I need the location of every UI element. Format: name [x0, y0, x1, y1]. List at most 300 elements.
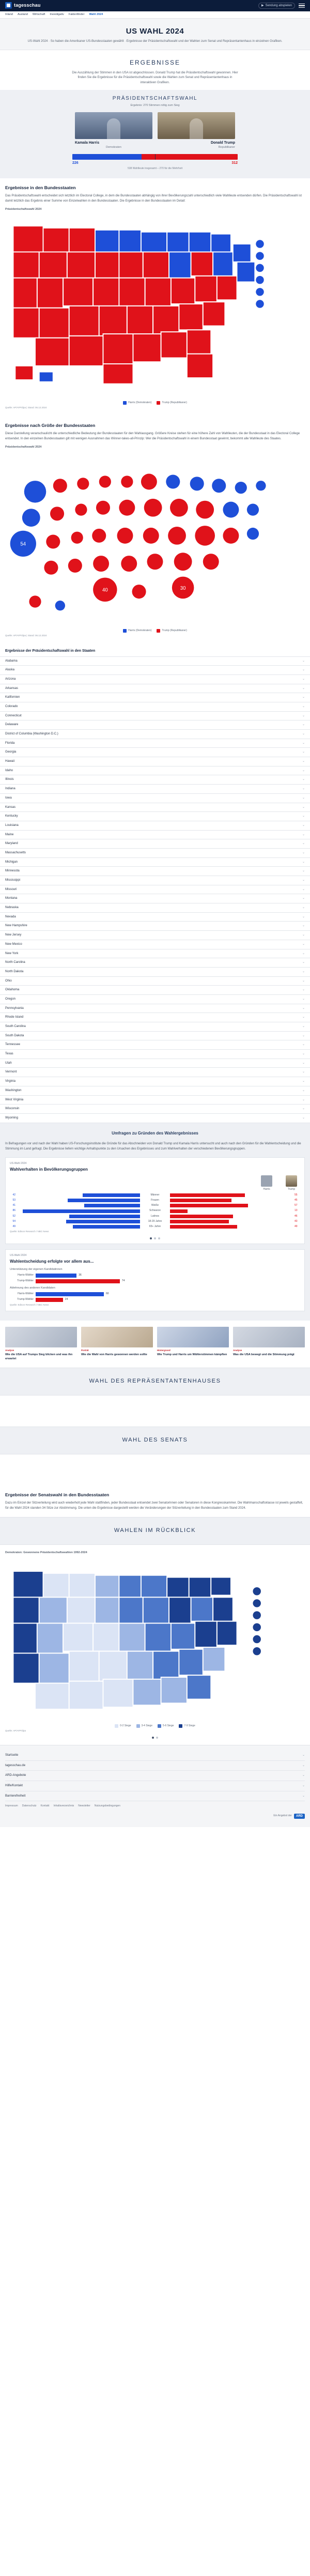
presidential-subtitle: Ergebnis: 270 Stimmen nötig zum Sieg	[130, 104, 180, 108]
survey-group-row	[10, 1209, 300, 1213]
state-name: Connecticut	[5, 714, 22, 717]
harris-value: 52	[12, 1214, 16, 1218]
chevron-down-icon: ⌄	[302, 1070, 305, 1074]
nav-item-inland[interactable]: Inland	[5, 12, 13, 16]
row-value: 36	[79, 1274, 82, 1277]
ard-block	[5, 1814, 305, 1819]
harris-value: 53	[12, 1198, 16, 1202]
size-map-heading: Ergebnisse nach Größe der Bundesstaaten	[5, 422, 96, 428]
size-map-legend	[5, 629, 305, 633]
survey-group-row	[10, 1199, 300, 1202]
surveys-section	[0, 1123, 310, 1321]
carousel-dot-2[interactable]	[154, 1237, 156, 1239]
state-row[interactable]	[0, 748, 310, 757]
state-name: Massachusetts	[5, 851, 26, 854]
chevron-down-icon: ⌄	[302, 668, 305, 672]
state-row[interactable]	[0, 1050, 310, 1059]
state-name: Ohio	[5, 979, 12, 983]
state-name: Pennsylvania	[5, 1006, 24, 1010]
harris-bar-wrap	[17, 1220, 140, 1223]
state-row[interactable]	[0, 739, 310, 748]
state-name: Iowa	[5, 796, 12, 800]
chevron-down-icon: ⌄	[302, 787, 305, 791]
chevron-down-icon: ⌄	[302, 833, 305, 836]
size-map-block	[0, 416, 310, 644]
state-name: Hawaii	[5, 760, 15, 763]
chevron-down-icon: ⌄	[302, 887, 305, 891]
chevron-down-icon: ⌄	[302, 1034, 305, 1037]
state-name: Colorado	[5, 704, 18, 708]
house-banner-title: WAHL DES REPRÄSENTANTENHAUSES	[89, 1377, 221, 1384]
state-name: Texas	[5, 1052, 13, 1056]
size-map-source: Quelle: AP/AFP/dpa | Stand: 06.12.2024	[5, 634, 47, 637]
svg-text:30: 30	[180, 586, 186, 592]
footer-meta-link[interactable]: Inhaltsverzeichnis	[53, 1804, 74, 1808]
usa-map-svg	[5, 214, 305, 399]
ard-logo: ARD	[294, 1814, 305, 1819]
state-name: North Carolina	[5, 961, 25, 964]
group-label: Männer	[150, 1193, 160, 1197]
trump-value: 13	[295, 1209, 298, 1213]
legend-harris-bubble: Harris (Demokraten)	[123, 629, 151, 633]
history-dot-1[interactable]	[152, 1737, 154, 1739]
chevron-down-icon: ⌄	[302, 1080, 305, 1083]
history-map-svg	[5, 1557, 305, 1722]
group-label: Frauen	[151, 1198, 159, 1202]
page-title: US WAHL 2024	[126, 27, 184, 36]
footer-meta-link[interactable]: Datenschutz	[22, 1804, 37, 1808]
chevron-down-icon: ⌄	[302, 815, 305, 818]
states-map-heading: Ergebnisse in den Bundesstaaten	[5, 185, 76, 190]
teaser-4-tag: Analyse	[233, 1349, 242, 1352]
chevron-down-icon: ⌄	[302, 1116, 305, 1120]
chevron-down-icon: ⌄	[302, 897, 305, 900]
survey1-kicker: US-Wahl 2024	[10, 1161, 27, 1165]
chevron-down-icon: ⌄	[302, 723, 305, 727]
state-row[interactable]	[0, 885, 310, 895]
survey-motivation-row	[10, 1292, 300, 1296]
tagesschau-logo-icon	[5, 2, 12, 9]
harris-bar-wrap	[17, 1225, 140, 1229]
electoral-vote-bar-wrap	[72, 154, 238, 171]
chevron-down-icon: ⌄	[302, 1098, 305, 1101]
trump-bar-wrap	[170, 1209, 293, 1213]
menu-icon[interactable]	[299, 4, 305, 8]
state-row[interactable]	[0, 968, 310, 977]
harris-value: 49	[12, 1225, 16, 1229]
brand-logo[interactable]	[5, 2, 41, 9]
harris-bar	[84, 1204, 140, 1207]
state-name: Idaho	[5, 769, 13, 772]
state-row[interactable]	[0, 958, 310, 968]
trump-bar-wrap	[170, 1225, 293, 1229]
state-row[interactable]	[0, 666, 310, 675]
chevron-down-icon: ⌄	[302, 1107, 305, 1111]
state-name: Kansas	[5, 805, 16, 809]
teaser-4-image	[233, 1327, 305, 1347]
chevron-down-icon: ⌄	[302, 915, 305, 918]
state-name: Arizona	[5, 677, 16, 681]
history-source: Quelle: AP/AFP/dpa	[5, 1729, 26, 1732]
chevron-down-icon: ⌄	[302, 1025, 305, 1029]
senate-states-text: Dazu im Einzel der Sitzverteilung wird auch wiederholt jede Wahl stattfinden, jeder Bundesstaat entsendet zwei Senatorinnen oder Senatoren in diese Kongresskammer. Die Wahlmanschaftsklasse ist jeweils gestaffelt, für die Wahl 2024 standen 34 Sitze zur Abstimmung. Die unten die Ergebnisse dargestellt werden die Veränderungen der Sitzverteilung in den Bundesstaaten zum Stand 2024.	[5, 1501, 303, 1510]
survey-group-row	[10, 1225, 300, 1229]
survey1-cand-harris: Harris	[263, 1188, 270, 1191]
footer-link-row[interactable]	[5, 1751, 305, 1761]
trump-bar-wrap	[170, 1193, 293, 1197]
footer-meta-link[interactable]: Impressum	[5, 1804, 18, 1808]
survey2-subtitle-2: Ablehnung des anderen Kandidaten	[10, 1286, 55, 1290]
candidate-trump	[158, 112, 235, 150]
trump-bar	[170, 1204, 248, 1207]
chevron-down-icon: ⌄	[302, 869, 305, 873]
state-row[interactable]	[0, 986, 310, 995]
state-name: Maine	[5, 833, 14, 836]
survey1-cand-trump: Trump	[287, 1188, 296, 1191]
history-carousel-dots[interactable]	[5, 1737, 305, 1739]
footer-link-label: Startseite	[5, 1753, 19, 1757]
senate-states-heading: Ergebnisse der Senatswahl in den Bundesstaaten	[5, 1492, 110, 1497]
history-choropleth-map[interactable]	[5, 1557, 305, 1722]
state-name: Virginia	[5, 1080, 16, 1083]
footer-link-row[interactable]	[5, 1781, 305, 1791]
state-row[interactable]	[0, 1096, 310, 1105]
state-row[interactable]	[0, 913, 310, 922]
senate-banner	[0, 1427, 310, 1454]
state-name: Kalifornien	[5, 696, 20, 699]
row-bar	[36, 1279, 120, 1283]
footer-meta-link[interactable]: Kontakt	[40, 1804, 50, 1808]
history-banner-title: WAHLEN IM RÜCKBLICK	[114, 1527, 196, 1534]
row-label: Trump-Wähler	[17, 1298, 34, 1301]
size-map-text: Diese Darstellung veranschaulicht die unterschiedliche Bedeutung der Bundesstaaten für den Wahlausgang. Größere Kreise stehen für eine höhere Zahl von Wahlleuten, die der Bundesstaat in das Electoral College entsendet. In den einzelnen Bundesstaaten gilt mit wenigen Ausnahmen das Winner-takes-all-Prinzip: Wer die Präsidentschaftswahl in einem Bundesstaat gewinnt, bekommt alle Wahlleute des Staates.	[5, 432, 300, 441]
state-row[interactable]	[0, 693, 310, 702]
row-label: Harris-Wähler	[18, 1292, 34, 1296]
state-row[interactable]	[0, 720, 310, 730]
legend-trump-bubble: Trump (Republikaner)	[157, 629, 187, 633]
state-row[interactable]	[0, 757, 310, 766]
state-row[interactable]	[0, 684, 310, 694]
teaser-3-image	[157, 1327, 229, 1347]
nav-item-faktenfinder[interactable]: Faktenfinder	[68, 12, 85, 16]
state-row[interactable]	[0, 657, 310, 666]
state-name: Delaware	[5, 723, 19, 727]
state-row[interactable]	[0, 702, 310, 712]
trump-value: 46	[295, 1214, 298, 1218]
harris-bar	[83, 1193, 140, 1197]
chevron-down-icon: ⌄	[302, 961, 305, 964]
survey2-source: Quelle: Edison Research / NBC News	[10, 1303, 49, 1306]
chevron-down-icon: ⌄	[302, 1774, 305, 1777]
nav-item-ausland[interactable]: Ausland	[18, 12, 28, 16]
chevron-down-icon: ⌄	[302, 1764, 305, 1767]
state-row[interactable]	[0, 1004, 310, 1014]
trump-bar-wrap	[170, 1215, 293, 1218]
trump-bar	[170, 1199, 231, 1202]
state-name: New Mexico	[5, 942, 22, 946]
candidate-duel	[5, 112, 305, 150]
state-name: New Hampshire	[5, 924, 27, 928]
trump-value: 49	[295, 1225, 298, 1229]
state-row[interactable]	[0, 931, 310, 940]
footer-link-row[interactable]	[5, 1771, 305, 1781]
trump-name: Donald Trump	[210, 141, 235, 145]
chevron-down-icon: ⌄	[302, 988, 305, 992]
state-name: Oklahoma	[5, 988, 20, 992]
state-row[interactable]	[0, 785, 310, 794]
usa-bubble-map-svg	[5, 452, 305, 626]
state-row[interactable]	[0, 775, 310, 785]
house-placeholder	[0, 1396, 310, 1427]
chevron-down-icon: ⌄	[302, 741, 305, 745]
trump-bar-wrap	[170, 1220, 293, 1223]
state-row[interactable]	[0, 712, 310, 721]
hero-section	[0, 19, 310, 50]
state-row[interactable]	[0, 821, 310, 831]
harris-bar-wrap	[17, 1209, 140, 1213]
survey2-title: Wahlentscheidung erfolgte vor allem aus...	[10, 1259, 94, 1264]
trump-party: Republikaner	[218, 146, 235, 149]
state-name: North Dakota	[5, 970, 24, 973]
state-row[interactable]	[0, 1086, 310, 1096]
surveys-intro: In Befragungen vor und nach der Wahl haben US-Forschungsinstitute die Gründe für das Abschneiden von Donald Trump und Kamala Harris untersucht und auch nach den Gründen für die Wahlentscheidung und die Stimmung im Land gefragt. Die Ergebnisse liefern wichtige Anhaltspunkte zu den Ursachen des Ergebnisses und zum Wahlverhalten der verschiedenen Bevölkerungsgruppen.	[5, 1142, 301, 1151]
state-name: Oregon	[5, 997, 16, 1001]
results-heading-block	[0, 50, 310, 89]
state-row[interactable]	[0, 995, 310, 1004]
harris-electoral-votes: 226	[72, 161, 79, 165]
presidential-band	[0, 90, 310, 178]
state-row[interactable]	[0, 803, 310, 812]
state-name: Washington	[5, 1088, 22, 1092]
teaser-3[interactable]	[157, 1327, 229, 1361]
trump-bar	[170, 1193, 245, 1197]
chevron-down-icon: ⌄	[302, 677, 305, 681]
electoral-bar-note: 538 Wahlleute insgesamt – 270 für die Mehrheit	[128, 167, 182, 171]
legend-harris: Harris (Demokraten)	[123, 401, 151, 405]
chevron-down-icon: ⌄	[302, 997, 305, 1001]
state-row[interactable]	[0, 730, 310, 739]
teaser-2-tag: Porträt	[81, 1349, 89, 1352]
footer-link-row[interactable]	[5, 1791, 305, 1802]
state-row[interactable]	[0, 812, 310, 821]
chevron-down-icon: ⌄	[302, 769, 305, 772]
teaser-1[interactable]	[5, 1327, 77, 1361]
chevron-down-icon: ⌄	[302, 1061, 305, 1065]
state-row[interactable]	[0, 940, 310, 949]
state-row[interactable]	[0, 1022, 310, 1032]
state-name: Missouri	[5, 887, 17, 891]
chevron-down-icon: ⌄	[302, 659, 305, 663]
harris-bar-wrap	[17, 1204, 140, 1207]
candidate-harris	[75, 112, 152, 150]
trump-value: 43	[295, 1219, 298, 1223]
state-row[interactable]	[0, 1114, 310, 1123]
nav-item-investigativ[interactable]: Investigativ	[50, 12, 64, 16]
history-dot-2[interactable]	[156, 1737, 158, 1739]
chevron-down-icon: ⌄	[302, 1794, 305, 1798]
state-row[interactable]	[0, 839, 310, 849]
majority-marker	[155, 154, 156, 160]
harris-bar-wrap	[17, 1215, 140, 1218]
surveys-title: Umfragen zu Gründen des Wahlergebnisses	[112, 1130, 198, 1136]
play-broadcast-button[interactable]	[258, 3, 295, 9]
footer-meta-link[interactable]: Nutzungsbedingungen	[94, 1804, 120, 1808]
state-row[interactable]	[0, 894, 310, 903]
states-map-figure	[5, 208, 305, 409]
chevron-down-icon: ⌄	[302, 760, 305, 763]
survey-motivation-row	[10, 1274, 300, 1278]
nav-item-wahl-2024[interactable]: Wahl 2024	[89, 12, 103, 16]
state-row[interactable]	[0, 922, 310, 931]
usa-choropleth-map[interactable]	[5, 214, 305, 399]
state-name: Tennessee	[5, 1043, 21, 1047]
teaser-4[interactable]	[233, 1327, 305, 1361]
state-row[interactable]	[0, 675, 310, 684]
state-name: Alabama	[5, 659, 18, 663]
group-label: 18-29 Jahre	[148, 1219, 162, 1223]
state-name: Nevada	[5, 915, 16, 918]
trump-vote-segment	[142, 154, 238, 160]
teaser-3-title: Wie Trump und Harris um Wählerstimmen kämpften	[157, 1353, 227, 1356]
state-row[interactable]	[0, 849, 310, 858]
state-name: Rhode Island	[5, 1016, 24, 1019]
footer-link-label: ARD-Angebote	[5, 1774, 26, 1777]
state-row[interactable]	[0, 858, 310, 867]
states-map-text: Das Präsidentschaftswahl entscheidet sich letztlich im Electoral College, in dem die Bundesstaaten abhängig von ihrer Bevölkerungszahl unterschiedlich viele Wahlleute entsenden dürfen. Die Präsidentschaftswahl ist damit letztlich das Ergebnis einer Summe von Einzelwahlen in den Bundesstaaten. Die Ergebnisse in den Bundesstaaten im Detail:	[5, 194, 302, 203]
row-label: Harris-Wähler	[18, 1274, 34, 1277]
chevron-down-icon: ⌄	[302, 750, 305, 754]
chevron-down-icon: ⌄	[302, 851, 305, 854]
state-row[interactable]	[0, 1040, 310, 1050]
state-row[interactable]	[0, 977, 310, 986]
play-icon: ▶	[261, 4, 264, 7]
chevron-down-icon: ⌄	[302, 805, 305, 809]
state-row[interactable]	[0, 831, 310, 840]
harris-vote-segment	[72, 154, 142, 160]
state-name: South Carolina	[5, 1025, 26, 1029]
group-label: 65+ Jahre	[149, 1225, 161, 1229]
chevron-down-icon: ⌄	[302, 796, 305, 800]
teaser-1-image	[5, 1327, 77, 1347]
state-name: District of Columbia (Washington D.C.)	[5, 732, 58, 736]
svg-text:40: 40	[102, 587, 108, 593]
chevron-down-icon: ⌄	[302, 879, 305, 882]
legend-trump: Trump (Republikaner)	[157, 401, 187, 405]
harris-bar	[68, 1199, 140, 1202]
trump-thumb-icon	[286, 1175, 297, 1187]
state-row[interactable]	[0, 867, 310, 876]
history-legend	[5, 1724, 305, 1728]
history-block	[0, 1545, 310, 1745]
usa-bubble-map[interactable]	[5, 452, 305, 626]
states-map-block	[0, 178, 310, 416]
brand-name: tagesschau	[14, 3, 41, 8]
state-row[interactable]	[0, 876, 310, 885]
size-map-figure	[5, 446, 305, 637]
trump-electoral-votes: 312	[231, 161, 238, 165]
survey-motivation-row	[10, 1298, 300, 1302]
chevron-down-icon: ⌄	[302, 714, 305, 717]
state-name: Illinois	[5, 778, 14, 781]
carousel-dot-3[interactable]	[158, 1237, 160, 1239]
teaser-2-image	[81, 1327, 153, 1347]
trump-bar	[170, 1220, 229, 1223]
teaser-2[interactable]	[81, 1327, 153, 1361]
chevron-down-icon: ⌄	[302, 1043, 305, 1047]
group-label: Schwarze	[149, 1209, 161, 1213]
survey-carousel-dots[interactable]	[10, 1237, 300, 1239]
state-name: Florida	[5, 741, 15, 745]
group-label: Latinos	[150, 1214, 160, 1218]
state-name: Georgia	[5, 750, 17, 754]
state-row[interactable]	[0, 1105, 310, 1114]
history-figure-title: Demokraten: Gewonnene Präsidentschaftswahlen 1992-2024	[5, 1551, 87, 1555]
hero-subtitle: US-Wahl 2024 · So haben die Amerikaner US-Bundesstaaten gewählt · Ergebnisse der Präsidentschaftswahl und der Wahlen zum Senat und Repräsentantenhaus in einzelnen Grafiken.	[27, 39, 283, 43]
carousel-dot-1[interactable]	[150, 1237, 152, 1239]
state-name: Kentucky	[5, 815, 18, 818]
electoral-vote-bar	[72, 154, 238, 160]
teaser-1-tag: Analyse	[5, 1349, 14, 1352]
chevron-down-icon: ⌄	[302, 1052, 305, 1056]
row-bar	[36, 1298, 63, 1302]
state-row[interactable]	[0, 1013, 310, 1022]
footer-link-label: Hilfe/Kontakt	[5, 1784, 23, 1787]
survey-motivation-row	[10, 1279, 300, 1283]
state-row[interactable]	[0, 794, 310, 803]
nav-item-wirtschaft[interactable]: Wirtschaft	[32, 12, 45, 16]
state-name: Montana	[5, 897, 18, 900]
state-name: Mississippi	[5, 879, 21, 882]
ard-note: Ein Angebot der	[273, 1814, 292, 1818]
chevron-down-icon: ⌄	[302, 1006, 305, 1010]
state-name: New York	[5, 952, 19, 955]
trump-portrait	[158, 112, 235, 139]
row-value: 74	[121, 1279, 125, 1283]
state-row[interactable]	[0, 766, 310, 776]
state-name: Michigan	[5, 860, 18, 864]
survey1-title: Wahlverhalten in Bevölkerungsgruppen	[10, 1167, 88, 1172]
state-row[interactable]	[0, 903, 310, 913]
history-legend-3: 7-9 Siege	[179, 1724, 195, 1728]
chevron-down-icon: ⌄	[302, 860, 305, 864]
survey1-source: Quelle: Edison Research / NBC News	[10, 1230, 49, 1233]
trump-value: 45	[295, 1198, 298, 1202]
survey-group-row	[10, 1220, 300, 1223]
chevron-down-icon: ⌄	[302, 823, 305, 827]
chevron-down-icon: ⌄	[302, 979, 305, 983]
state-row[interactable]	[0, 949, 310, 959]
chevron-down-icon: ⌄	[302, 952, 305, 955]
trump-value: 57	[295, 1204, 298, 1207]
survey-card-motivation	[5, 1249, 305, 1311]
state-name: Wisconsin	[5, 1107, 20, 1111]
state-row[interactable]	[0, 1059, 310, 1068]
state-name: South Dakota	[5, 1034, 24, 1037]
footer-link-row[interactable]	[5, 1761, 305, 1771]
state-row[interactable]	[0, 1032, 310, 1041]
state-name: Indiana	[5, 787, 16, 791]
house-banner	[0, 1368, 310, 1396]
state-name: Utah	[5, 1061, 12, 1065]
trump-bar	[170, 1209, 188, 1213]
state-name: Maryland	[5, 842, 18, 846]
state-row[interactable]	[0, 1077, 310, 1086]
state-name: Minnesota	[5, 869, 20, 873]
survey2-subtitle-1: Unterstützung der eigenen Kandidatinnen	[10, 1267, 63, 1271]
teaser-4-title: Was die USA bewegt und die Stimmung prägt	[233, 1353, 295, 1356]
state-row[interactable]	[0, 1068, 310, 1077]
footer-meta-link[interactable]: Newsletter	[78, 1804, 90, 1808]
